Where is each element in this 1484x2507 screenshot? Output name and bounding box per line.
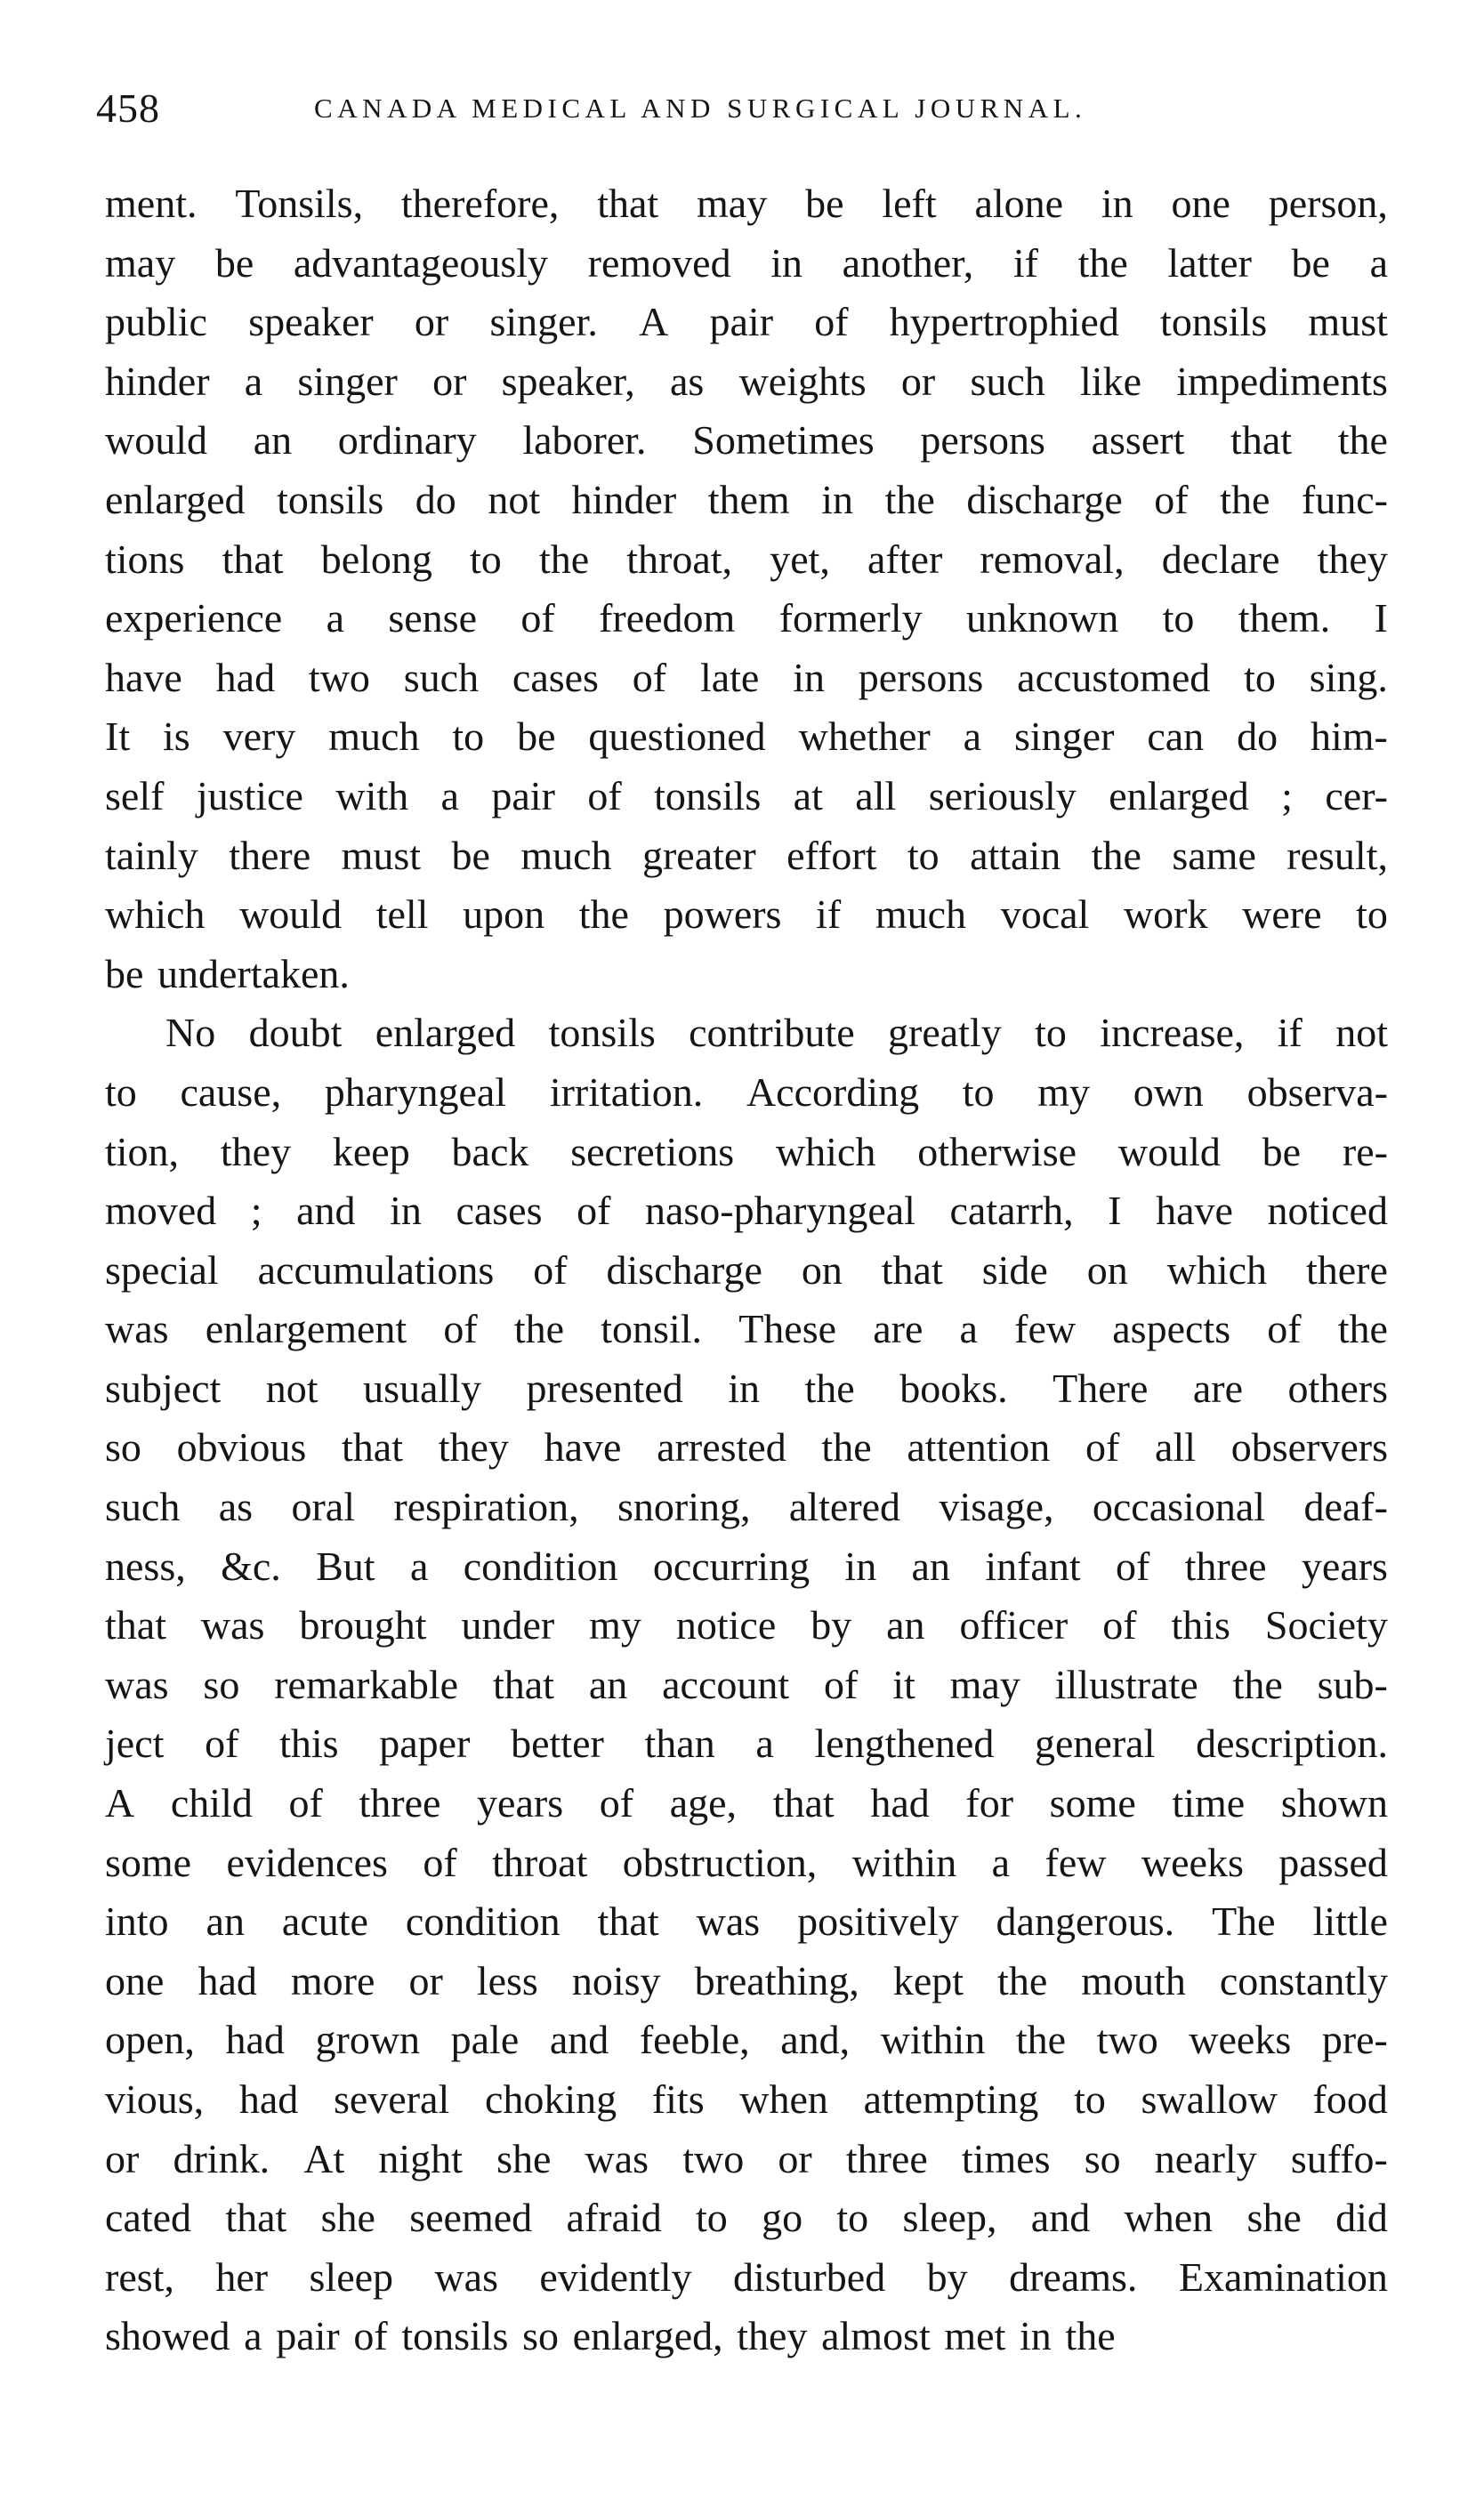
paragraph bbox=[105, 174, 1388, 1004]
text-line: tions that belong to the throat, yet, after removal, declare they bbox=[105, 536, 1388, 582]
text-line: was enlargement of the tonsil. These are a few aspects of the bbox=[105, 1306, 1388, 1352]
text-line: one had more or less noisy breathing, kept the mouth constantly bbox=[105, 1957, 1388, 2003]
text-line: would an ordinary laborer. Sometimes persons assert that the bbox=[105, 417, 1388, 464]
text-line: ject of this paper better than a lengthened general description. bbox=[105, 1721, 1388, 1767]
text-line: vious, had several choking fits when attempting to swallow food bbox=[105, 2076, 1388, 2122]
text-line: have had two such cases of late in persons accustomed to sing. bbox=[105, 654, 1388, 700]
text-line: may be advantageously removed in another, if the latter be a bbox=[105, 239, 1388, 286]
page-number: 458 bbox=[96, 85, 160, 131]
text-line: enlarged tonsils do not hinder them in the discharge of the func- bbox=[105, 476, 1388, 522]
text-line: self justice with a pair of tonsils at all seriously enlarged ; cer- bbox=[105, 772, 1388, 818]
text-line: tainly there must be much greater effort to attain the same result, bbox=[105, 832, 1388, 878]
text-line: such as oral respiration, snoring, altered visage, occasional deaf- bbox=[105, 1484, 1388, 1530]
text-line: some evidences of throat obstruction, within a few weeks passed bbox=[105, 1839, 1388, 1885]
text-line: No doubt enlarged tonsils contribute greatly to increase, if not bbox=[165, 1010, 1388, 1056]
text-line: was so remarkable that an account of it may illustrate the sub- bbox=[105, 1661, 1388, 1707]
text-line: ment. Tonsils, therefore, that may be left alone in one person, bbox=[105, 181, 1388, 226]
text-line: It is very much to be questioned whether a singer can do him- bbox=[105, 713, 1388, 760]
text-line: or drink. At night she was two or three times so nearly suffo- bbox=[105, 2135, 1388, 2181]
page-header bbox=[96, 82, 1395, 135]
text-line: moved ; and in cases of naso-pharyngeal catarrh, I have noticed bbox=[105, 1188, 1388, 1234]
text-line: to cause, pharyngeal irritation. According to my own observa- bbox=[105, 1068, 1388, 1115]
paragraph bbox=[105, 1004, 1388, 2366]
text-line: tion, they keep back secretions which otherwise would be re- bbox=[105, 1128, 1388, 1174]
text-line: experience a sense of freedom formerly unknown to them. I bbox=[105, 595, 1388, 641]
text-line: into an acute condition that was positively dangerous. The little bbox=[105, 1898, 1388, 1945]
text-line: public speaker or singer. A pair of hypertrophied tonsils must bbox=[105, 299, 1388, 345]
running-head: CANADA MEDICAL AND SURGICAL JOURNAL. bbox=[314, 93, 1087, 124]
text-line: cated that she seemed afraid to go to sleep, and when she did bbox=[105, 2195, 1388, 2241]
article-body bbox=[105, 174, 1388, 2366]
text-line: subject not usually presented in the books. There are others bbox=[105, 1365, 1388, 1411]
text-line: rest, her sleep was evidently disturbed by dreams. Examination bbox=[105, 2253, 1388, 2300]
text-line: which would tell upon the powers if much vocal work were to bbox=[105, 891, 1388, 938]
text-line: so obvious that they have arrested the attention of all observers bbox=[105, 1424, 1388, 1471]
text-line: A child of three years of age, that had for some time shown bbox=[105, 1780, 1388, 1826]
text-line: that was brought under my notice by an officer of this Society bbox=[105, 1602, 1388, 1648]
text-line: showed a pair of tonsils so enlarged, they almost met in the bbox=[105, 2313, 1116, 2359]
text-line: open, had grown pale and feeble, and, within the two weeks pre- bbox=[105, 2017, 1388, 2063]
text-line: ness, &c. But a condition occurring in an infant of three years bbox=[105, 1543, 1388, 1589]
text-line: special accumulations of discharge on that side on which there bbox=[105, 1246, 1388, 1293]
text-line: hinder a singer or speaker, as weights or such like impediments bbox=[105, 358, 1388, 404]
text-line: be undertaken. bbox=[105, 950, 350, 996]
